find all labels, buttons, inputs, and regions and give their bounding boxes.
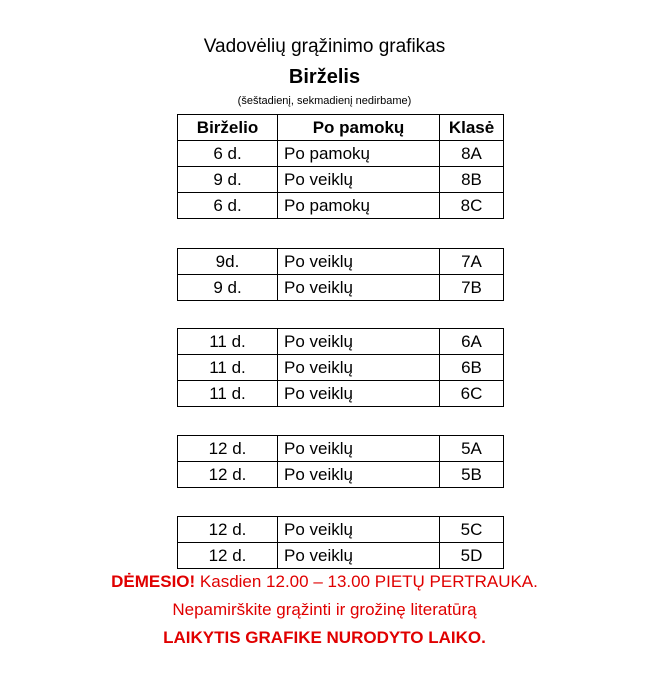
lunch-break-warning xyxy=(0,572,649,592)
class-cell: 5C xyxy=(440,517,504,543)
time-cell: Po veiklų xyxy=(278,462,440,488)
date-cell: 11 d. xyxy=(178,381,278,407)
class-cell: 7A xyxy=(440,249,504,275)
date-cell: 12 d. xyxy=(178,462,278,488)
class-cell: 5A xyxy=(440,436,504,462)
time-cell: Po veiklų xyxy=(278,381,440,407)
table-row xyxy=(178,543,504,569)
table-row xyxy=(178,329,504,355)
time-cell: Po veiklų xyxy=(278,517,440,543)
fiction-return-reminder: Nepamirškite grąžinti ir grožinę literatūrą xyxy=(172,600,477,619)
class-cell: 8C xyxy=(440,193,504,219)
attention-label: DĖMESIO! xyxy=(111,572,196,591)
time-cell: Po veiklų xyxy=(278,436,440,462)
column-header-class: Klasė xyxy=(440,115,504,141)
time-cell: Po veiklų xyxy=(278,275,440,301)
schedule-table-group-3 xyxy=(177,328,504,407)
table-row xyxy=(178,141,504,167)
class-cell: 6A xyxy=(440,329,504,355)
time-cell: Po veiklų xyxy=(278,355,440,381)
class-cell: 6B xyxy=(440,355,504,381)
class-cell: 5D xyxy=(440,543,504,569)
time-cell: Po pamokų xyxy=(278,141,440,167)
table-row xyxy=(178,381,504,407)
keep-schedule-warning: LAIKYTIS GRAFIKE NURODYTO LAIKO. xyxy=(163,628,486,647)
class-cell: 7B xyxy=(440,275,504,301)
class-cell: 6C xyxy=(440,381,504,407)
table-row xyxy=(178,275,504,301)
time-cell: Po veiklų xyxy=(278,543,440,569)
table-row xyxy=(178,249,504,275)
schedule-table-group-5 xyxy=(177,516,504,569)
time-cell: Po pamokų xyxy=(278,193,440,219)
class-cell: 8A xyxy=(440,141,504,167)
table-row xyxy=(178,167,504,193)
schedule-table-group-4 xyxy=(177,435,504,488)
working-days-note: (šeštadienį, sekmadienį nedirbame) xyxy=(237,95,412,107)
column-header-time: Po pamokų xyxy=(278,115,440,141)
schedule-table-group-2 xyxy=(177,248,504,301)
date-cell: 9 d. xyxy=(178,167,278,193)
table-row xyxy=(178,462,504,488)
date-cell: 9d. xyxy=(178,249,278,275)
attention-text: Kasdien 12.00 – 13.00 PIETŲ PERTRAUKA. xyxy=(195,572,538,591)
class-cell: 5B xyxy=(440,462,504,488)
date-cell: 9 d. xyxy=(178,275,278,301)
time-cell: Po veiklų xyxy=(278,167,440,193)
time-cell: Po veiklų xyxy=(278,249,440,275)
page-title: Vadovėlių grąžinimo grafikas xyxy=(203,36,446,57)
class-cell: 8B xyxy=(440,167,504,193)
date-cell: 6 d. xyxy=(178,193,278,219)
date-cell: 12 d. xyxy=(178,517,278,543)
schedule-table-group-1 xyxy=(177,114,504,219)
time-cell: Po veiklų xyxy=(278,329,440,355)
date-cell: 6 d. xyxy=(178,141,278,167)
table-row xyxy=(178,355,504,381)
table-row xyxy=(178,517,504,543)
date-cell: 12 d. xyxy=(178,543,278,569)
table-row xyxy=(178,436,504,462)
table-row xyxy=(178,193,504,219)
month-title: Birželis xyxy=(288,66,361,88)
date-cell: 11 d. xyxy=(178,355,278,381)
column-header-date: Birželio xyxy=(178,115,278,141)
date-cell: 11 d. xyxy=(178,329,278,355)
table-header-row xyxy=(178,115,504,141)
date-cell: 12 d. xyxy=(178,436,278,462)
